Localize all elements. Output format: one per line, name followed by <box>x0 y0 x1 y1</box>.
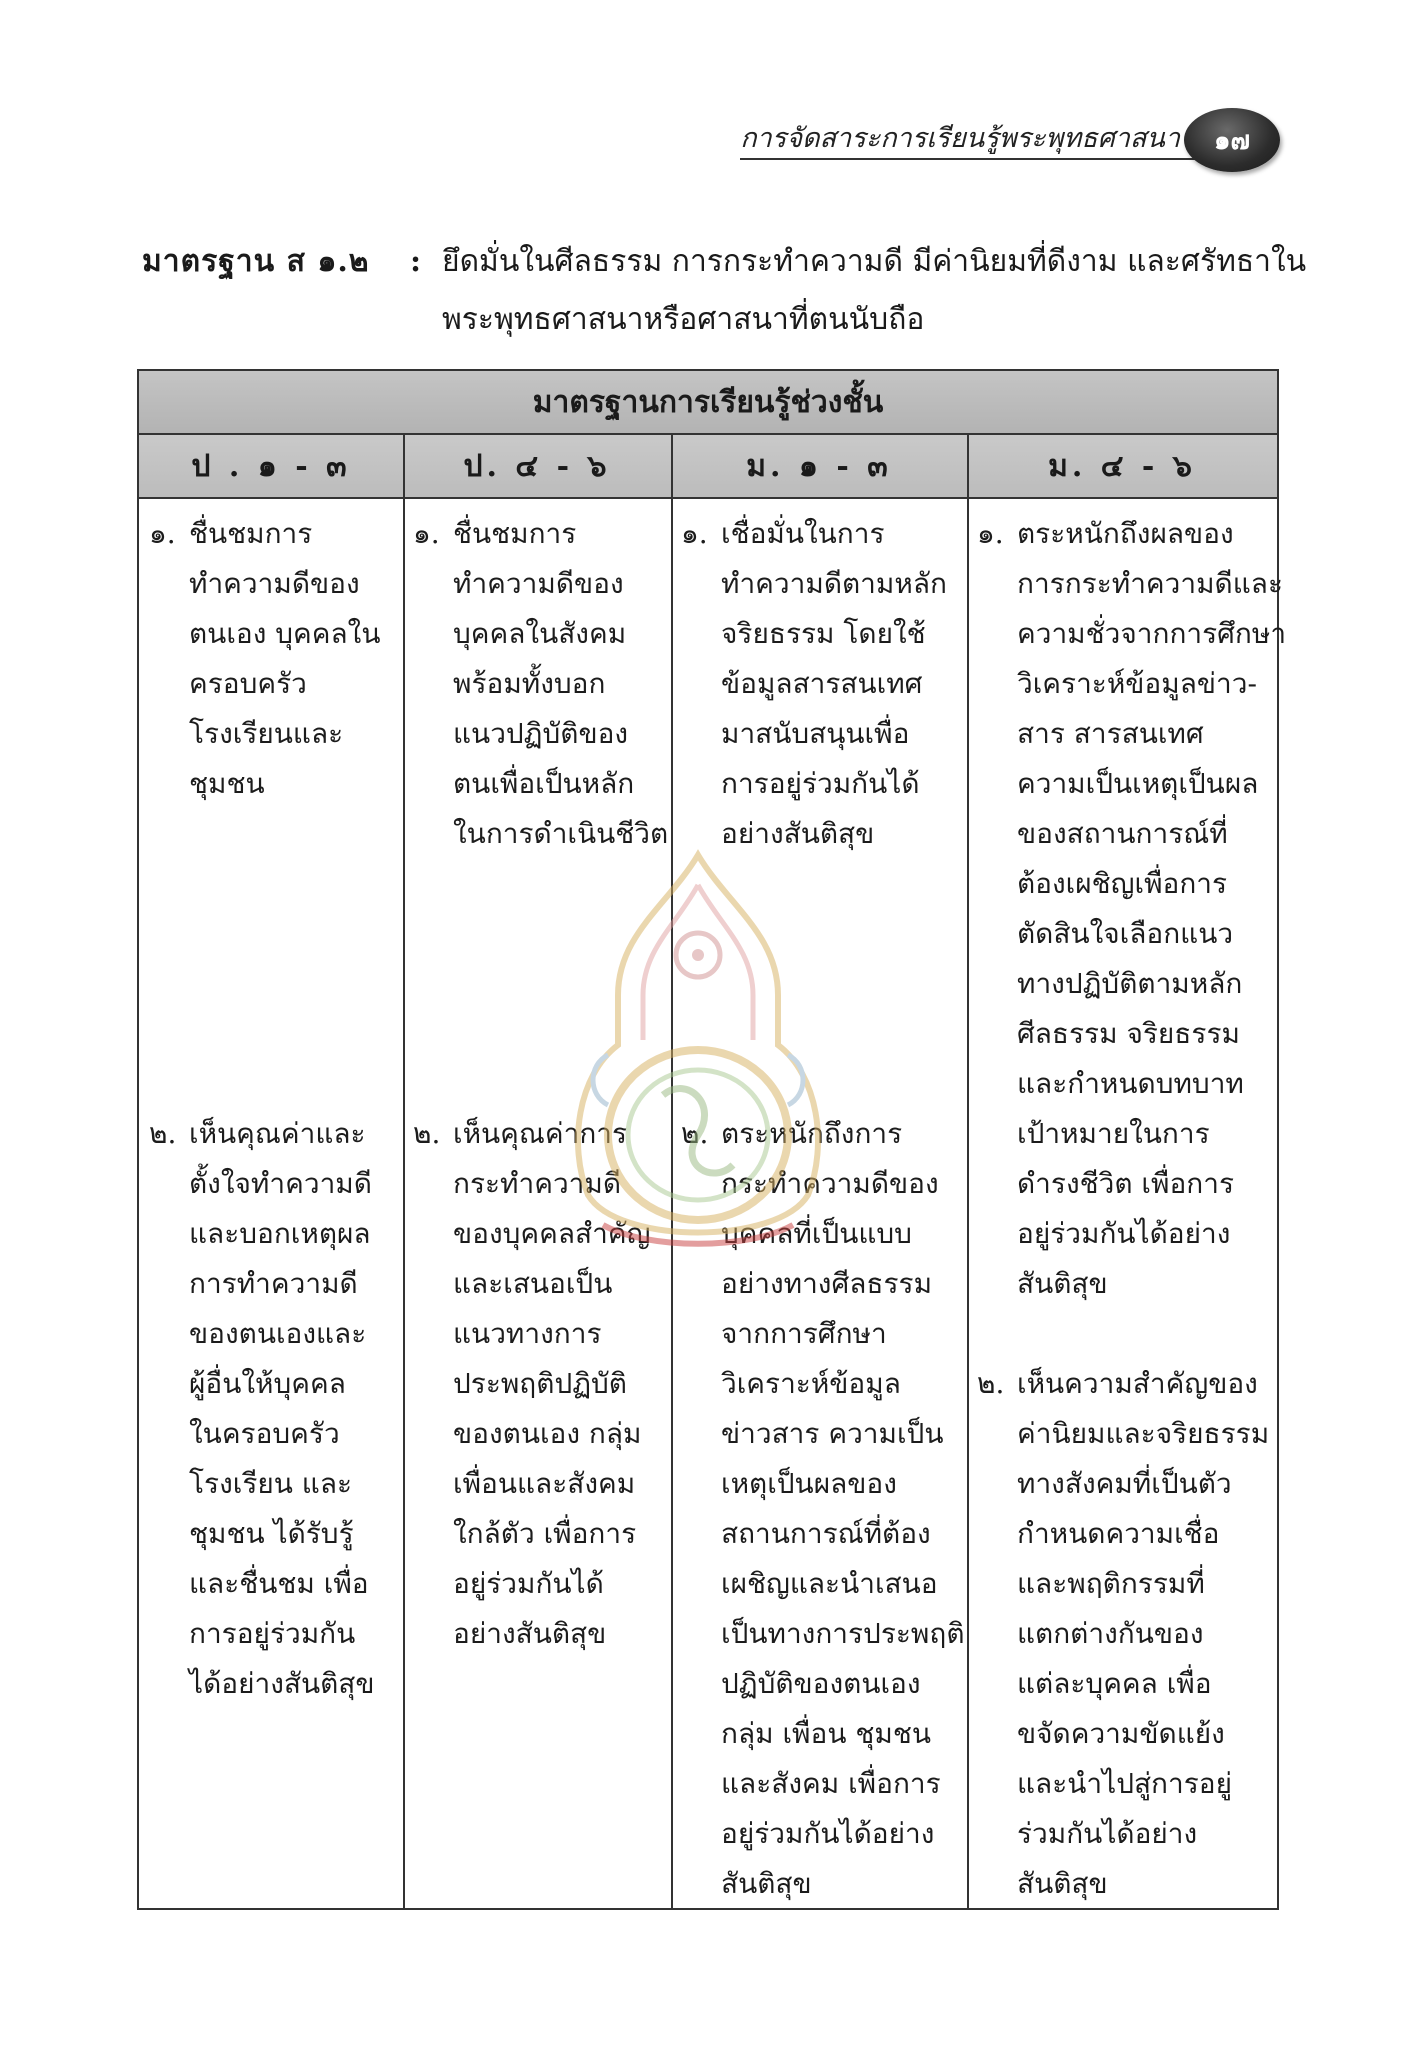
item-number: ๒. <box>977 1367 1005 1400</box>
item-text: ตระหนักถึงผลของ การกระทำความดีและ ความชั่วจากการศึกษา วิเคราะห์ข้อมูลข่าว- สาร สารสนเทศ ความเป็นเหตุเป็นผล ของสถานการณ์ที่ ต้องเผชิญเพื่อการ ตัดสินใจเลือกแนว ทางปฏิบัติตามหลัก ศีลธรรม จริยธรรม และกำหนดบทบาท เป้าหมายในการ ดำรงชีวิต เพื่อการ อยู่ร่วมกันได้อย่าง สันติสุข <box>1017 517 1287 1300</box>
watermark-emblem-icon <box>548 845 848 1265</box>
item-number: ๒. <box>149 1117 177 1150</box>
header-rule <box>740 158 1208 160</box>
item-text: เห็นคุณค่าและ ตั้งใจทำความดี และบอกเหตุผล การทำความดี ของตนเองและ ผู้อื่นให้บุคคล ในครอบครัว โรงเรียน และ ชุมชน ได้รับรู้ และชื่นชม เพื่อ การอยู่ร่วมกัน ได้อย่างสันติสุข <box>189 1117 375 1700</box>
standard-separator: : <box>410 244 422 279</box>
item-text: ชื่นชมการ ทำความดีของ บุคคลในสังคม พร้อมทั้งบอก แนวปฏิบัติของ ตนเพื่อเป็นหลัก ในการดำเนินชีวิต <box>453 517 669 850</box>
item-number: ๑. <box>977 517 1004 550</box>
column-heading-p1-3: ป . ๑ - ๓ <box>139 435 403 499</box>
item-text: เห็นความสำคัญของ ค่านิยมและจริยธรรม ทางสังคมที่เป็นตัว กำหนดความเชื่อ และพฤติกรรมที่ แตกต่างกันของ แต่ละบุคคล เพื่อ ขจัดความขัดแย้ง และนำไปสู่การอยู่ ร่วมกันได้อย่าง สันติสุข <box>1017 1367 1270 1900</box>
item-number: ๒. <box>681 1117 709 1150</box>
item-number: ๑. <box>149 517 176 550</box>
page-header <box>740 106 1280 176</box>
item-number: ๒. <box>413 1117 441 1150</box>
item-text: เห็นคุณค่าการ กระทำความดี ของบุคคลสำคัญ และเสนอเป็น แนวทางการ ประพฤติปฏิบัติ ของตนเอง กลุ่ม เพื่อนและสังคม ใกล้ตัว เพื่อการ อยู่ร่วมกันได้ อย่างสันติสุข <box>453 1117 651 1650</box>
item-text: เชื่อมั่นในการ ทำความดีตามหลัก จริยธรรม โดยใช้ ข้อมูลสารสนเทศ มาสนับสนุนเพื่อ การอยู่ร่วมกันได้ อย่างสันติสุข <box>721 517 947 850</box>
item-text: ชื่นชมการ ทำความดีของ ตนเอง บุคคลใน ครอบครัว โรงเรียนและ ชุมชน <box>189 517 381 800</box>
column-heading-m1-3: ม. ๑ - ๓ <box>671 435 967 499</box>
column-divider <box>967 435 969 1908</box>
standard-text-line2: พระพุทธศาสนาหรือศาสนาที่ตนนับถือ <box>442 302 925 337</box>
table-title: มาตรฐานการเรียนรู้ช่วงชั้น <box>139 371 1277 435</box>
page-number-badge: ๑๗ <box>1184 108 1280 172</box>
standard-text-line1: ยึดมั่นในศีลธรรม การกระทำความดี มีค่านิยมที่ดีงาม และศรัทธาใน <box>442 244 1307 279</box>
running-title: การจัดสาระการเรียนรู้พระพุทธศาสนา <box>740 123 1180 154</box>
item-text: ตระหนักถึงการ กระทำความดีของ บุคคลที่เป็นแบบ อย่างทางศีลธรรม จากการศึกษา วิเคราะห์ข้อมูล ข่าวสาร ความเป็น เหตุเป็นผลของ สถานการณ์ที่ต้อง เผชิญและนำเสนอ เป็นทางการประพฤติ ปฏิบัติของตนเอง กลุ่ม เพื่อน ชุมชน และสังคม เพื่อการ อยู่ร่วมกันได้อย่าง สันติสุข <box>721 1117 965 1900</box>
item-number: ๑. <box>681 517 708 550</box>
column-heading-p4-6: ป. ๔ - ๖ <box>403 435 671 499</box>
column-heading-m4-6: ม. ๔ - ๖ <box>967 435 1277 499</box>
column-divider <box>403 435 405 1908</box>
item-number: ๑. <box>413 517 440 550</box>
standard-label: มาตรฐาน ส ๑.๒ <box>142 244 370 279</box>
